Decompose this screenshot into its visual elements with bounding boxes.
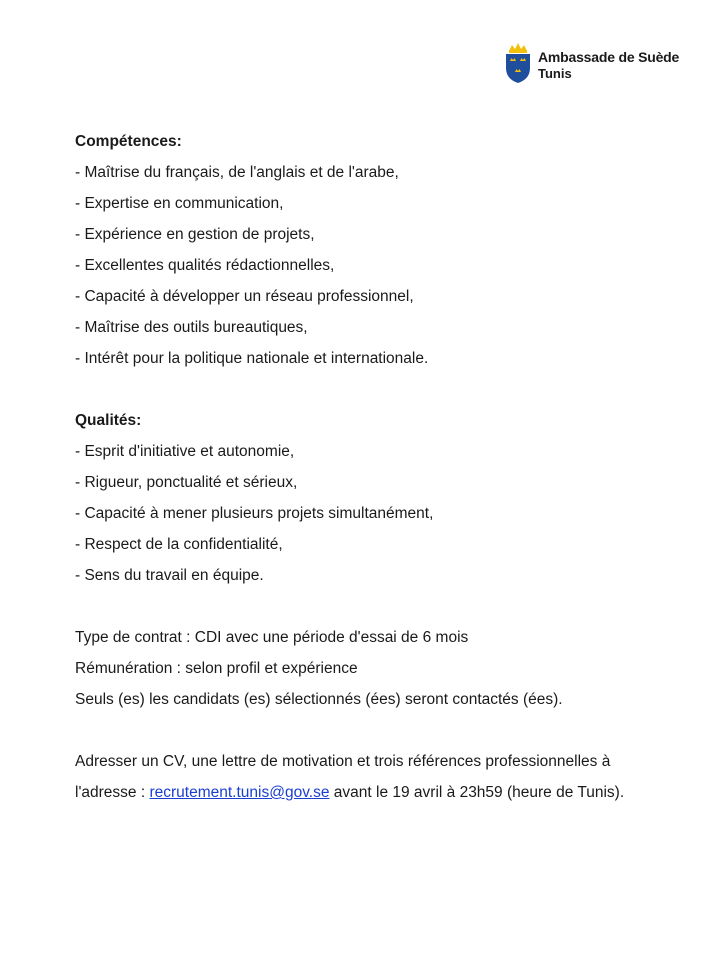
address-prefix: l'adresse : bbox=[75, 784, 150, 801]
salary-info: Rémunération : selon profil et expérience bbox=[75, 660, 358, 677]
competence-item: - Maîtrise du français, de l'anglais et de l'arabe, bbox=[75, 164, 399, 181]
competence-item: - Intérêt pour la politique nationale et internationale. bbox=[75, 350, 429, 367]
competence-item: - Excellentes qualités rédactionnelles, bbox=[75, 257, 335, 274]
contract-type: Type de contrat : CDI avec une période d'essai de 6 mois bbox=[75, 629, 469, 646]
competence-item: - Expertise en communication, bbox=[75, 195, 284, 212]
contact-notice: Seuls (es) les candidats (es) sélectionnés (ées) seront contactés (ées). bbox=[75, 691, 563, 708]
swedish-crest-icon bbox=[504, 42, 532, 84]
qualite-item: - Esprit d'initiative et autonomie, bbox=[75, 443, 295, 460]
qualites-heading: Qualités: bbox=[75, 412, 142, 429]
embassy-city: Tunis bbox=[538, 66, 572, 81]
competence-item: - Maîtrise des outils bureautiques, bbox=[75, 319, 308, 336]
qualite-item: - Capacité à mener plusieurs projets simultanément, bbox=[75, 505, 434, 522]
application-address bbox=[75, 777, 695, 808]
embassy-name: Ambassade de Suède bbox=[538, 49, 680, 65]
qualite-item: - Sens du travail en équipe. bbox=[75, 567, 264, 584]
deadline-text: avant le 19 avril à 23h59 (heure de Tunis). bbox=[329, 784, 625, 801]
qualite-item: - Rigueur, ponctualité et sérieux, bbox=[75, 474, 298, 491]
competence-item: - Expérience en gestion de projets, bbox=[75, 226, 315, 243]
competences-heading: Compétences: bbox=[75, 133, 182, 150]
competence-item: - Capacité à développer un réseau professionnel, bbox=[75, 288, 414, 305]
job-details bbox=[75, 126, 695, 808]
email-link[interactable]: recrutement.tunis@gov.se bbox=[149, 784, 330, 801]
embassy-logo bbox=[504, 42, 694, 86]
qualite-item: - Respect de la confidentialité, bbox=[75, 536, 283, 553]
application-instructions: Adresser un CV, une lettre de motivation et trois références professionnelles à bbox=[75, 753, 611, 770]
